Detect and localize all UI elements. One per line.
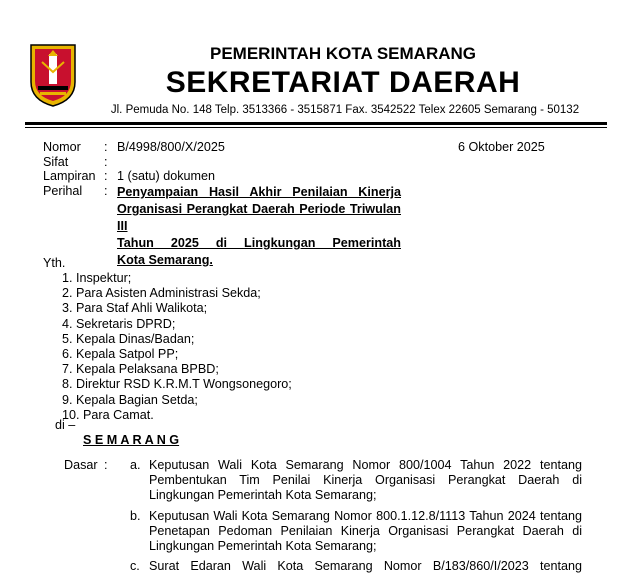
dasar-item-letter: c. bbox=[130, 559, 140, 573]
list-item: 3. Para Staf Ahli Walikota; bbox=[62, 301, 208, 316]
list-item: 4. Sekretaris DPRD; bbox=[62, 316, 176, 331]
perihal-label: Perihal bbox=[43, 184, 83, 198]
recipient-city: S E M A R A N G bbox=[83, 433, 180, 447]
letterhead-government: PEMERINTAH KOTA SEMARANG bbox=[209, 44, 476, 63]
dasar-item-letter: b. bbox=[130, 509, 141, 523]
dasar-item bbox=[149, 458, 582, 503]
colon: : bbox=[104, 155, 108, 169]
lampiran-value: 1 (satu) dokumen bbox=[117, 169, 216, 183]
header-rule-thin bbox=[25, 127, 607, 128]
letter-date: 6 Oktober 2025 bbox=[458, 140, 545, 154]
nomor-label: Nomor bbox=[43, 140, 81, 154]
list-item: 6. Kepala Satpol PP; bbox=[62, 347, 179, 362]
perihal-line: Organisasi Perangkat Daerah Periode Triwulan III bbox=[117, 202, 401, 233]
colon: : bbox=[104, 184, 108, 198]
recipient-list bbox=[62, 271, 292, 423]
list-item: 8. Direktur RSD K.R.M.T Wongsonegoro; bbox=[62, 377, 292, 392]
yth-label: Yth. bbox=[43, 256, 66, 270]
di-label: di – bbox=[55, 418, 76, 432]
dasar-line: Lingkungan Pemerintah Kota Semarang; bbox=[149, 488, 377, 502]
dasar-line: Lingkungan Pemerintah Kota Semarang; bbox=[149, 539, 377, 553]
list-item: 2. Para Asisten Administrasi Sekda; bbox=[62, 286, 261, 301]
city-emblem-icon bbox=[28, 42, 78, 108]
list-item: 5. Kepala Dinas/Badan; bbox=[62, 331, 195, 346]
header-rule-thick bbox=[25, 122, 607, 125]
list-item: 7. Kepala Pelaksana BPBD; bbox=[62, 362, 219, 377]
dasar-item-letter: a. bbox=[130, 458, 141, 472]
perihal-line: Kota Semarang. bbox=[117, 253, 213, 267]
dasar-line: Surat Edaran Wali Kota Semarang Nomor B/183/860/I/2023 tentang bbox=[149, 559, 582, 573]
dasar-line: Keputusan Wali Kota Semarang Nomor 800.1.12.8/1113 Tahun 2024 tentang bbox=[149, 509, 582, 523]
list-item: 10. Para Camat. bbox=[62, 407, 154, 422]
list-item: 1. Inspektur; bbox=[62, 271, 132, 285]
lampiran-label: Lampiran bbox=[43, 169, 96, 183]
perihal-line: Tahun 2025 di Lingkungan Pemerintah bbox=[117, 236, 401, 250]
dasar-line: Pembentukan Tim Penilai Kinerja Organisasi Perangkat Daerah di bbox=[149, 473, 582, 487]
letterhead-office: SEKRETARIAT DAERAH bbox=[165, 66, 521, 99]
perihal-line: Penyampaian Hasil Akhir Penilaian Kinerja bbox=[117, 185, 401, 199]
perihal-subject bbox=[117, 184, 401, 269]
colon: : bbox=[104, 140, 108, 154]
dasar-line: Keputusan Wali Kota Semarang Nomor 800/1004 Tahun 2022 tentang bbox=[149, 458, 582, 472]
dasar-label: Dasar bbox=[64, 458, 98, 472]
letterhead-address: Jl. Pemuda No. 148 Telp. 3513366 - 3515871 Fax. 3542522 Telex 22605 Semarang - 50132 bbox=[110, 104, 580, 116]
dasar-item bbox=[149, 509, 582, 554]
colon: : bbox=[104, 169, 108, 183]
list-item: 9. Kepala Bagian Setda; bbox=[62, 392, 198, 407]
colon: : bbox=[104, 458, 108, 472]
nomor-value: B/4998/800/X/2025 bbox=[117, 140, 225, 154]
dasar-line: Penetapan Pedoman Penilaian Kinerja Organisasi Perangkat Daerah di bbox=[149, 524, 582, 538]
sifat-label: Sifat bbox=[43, 155, 69, 169]
